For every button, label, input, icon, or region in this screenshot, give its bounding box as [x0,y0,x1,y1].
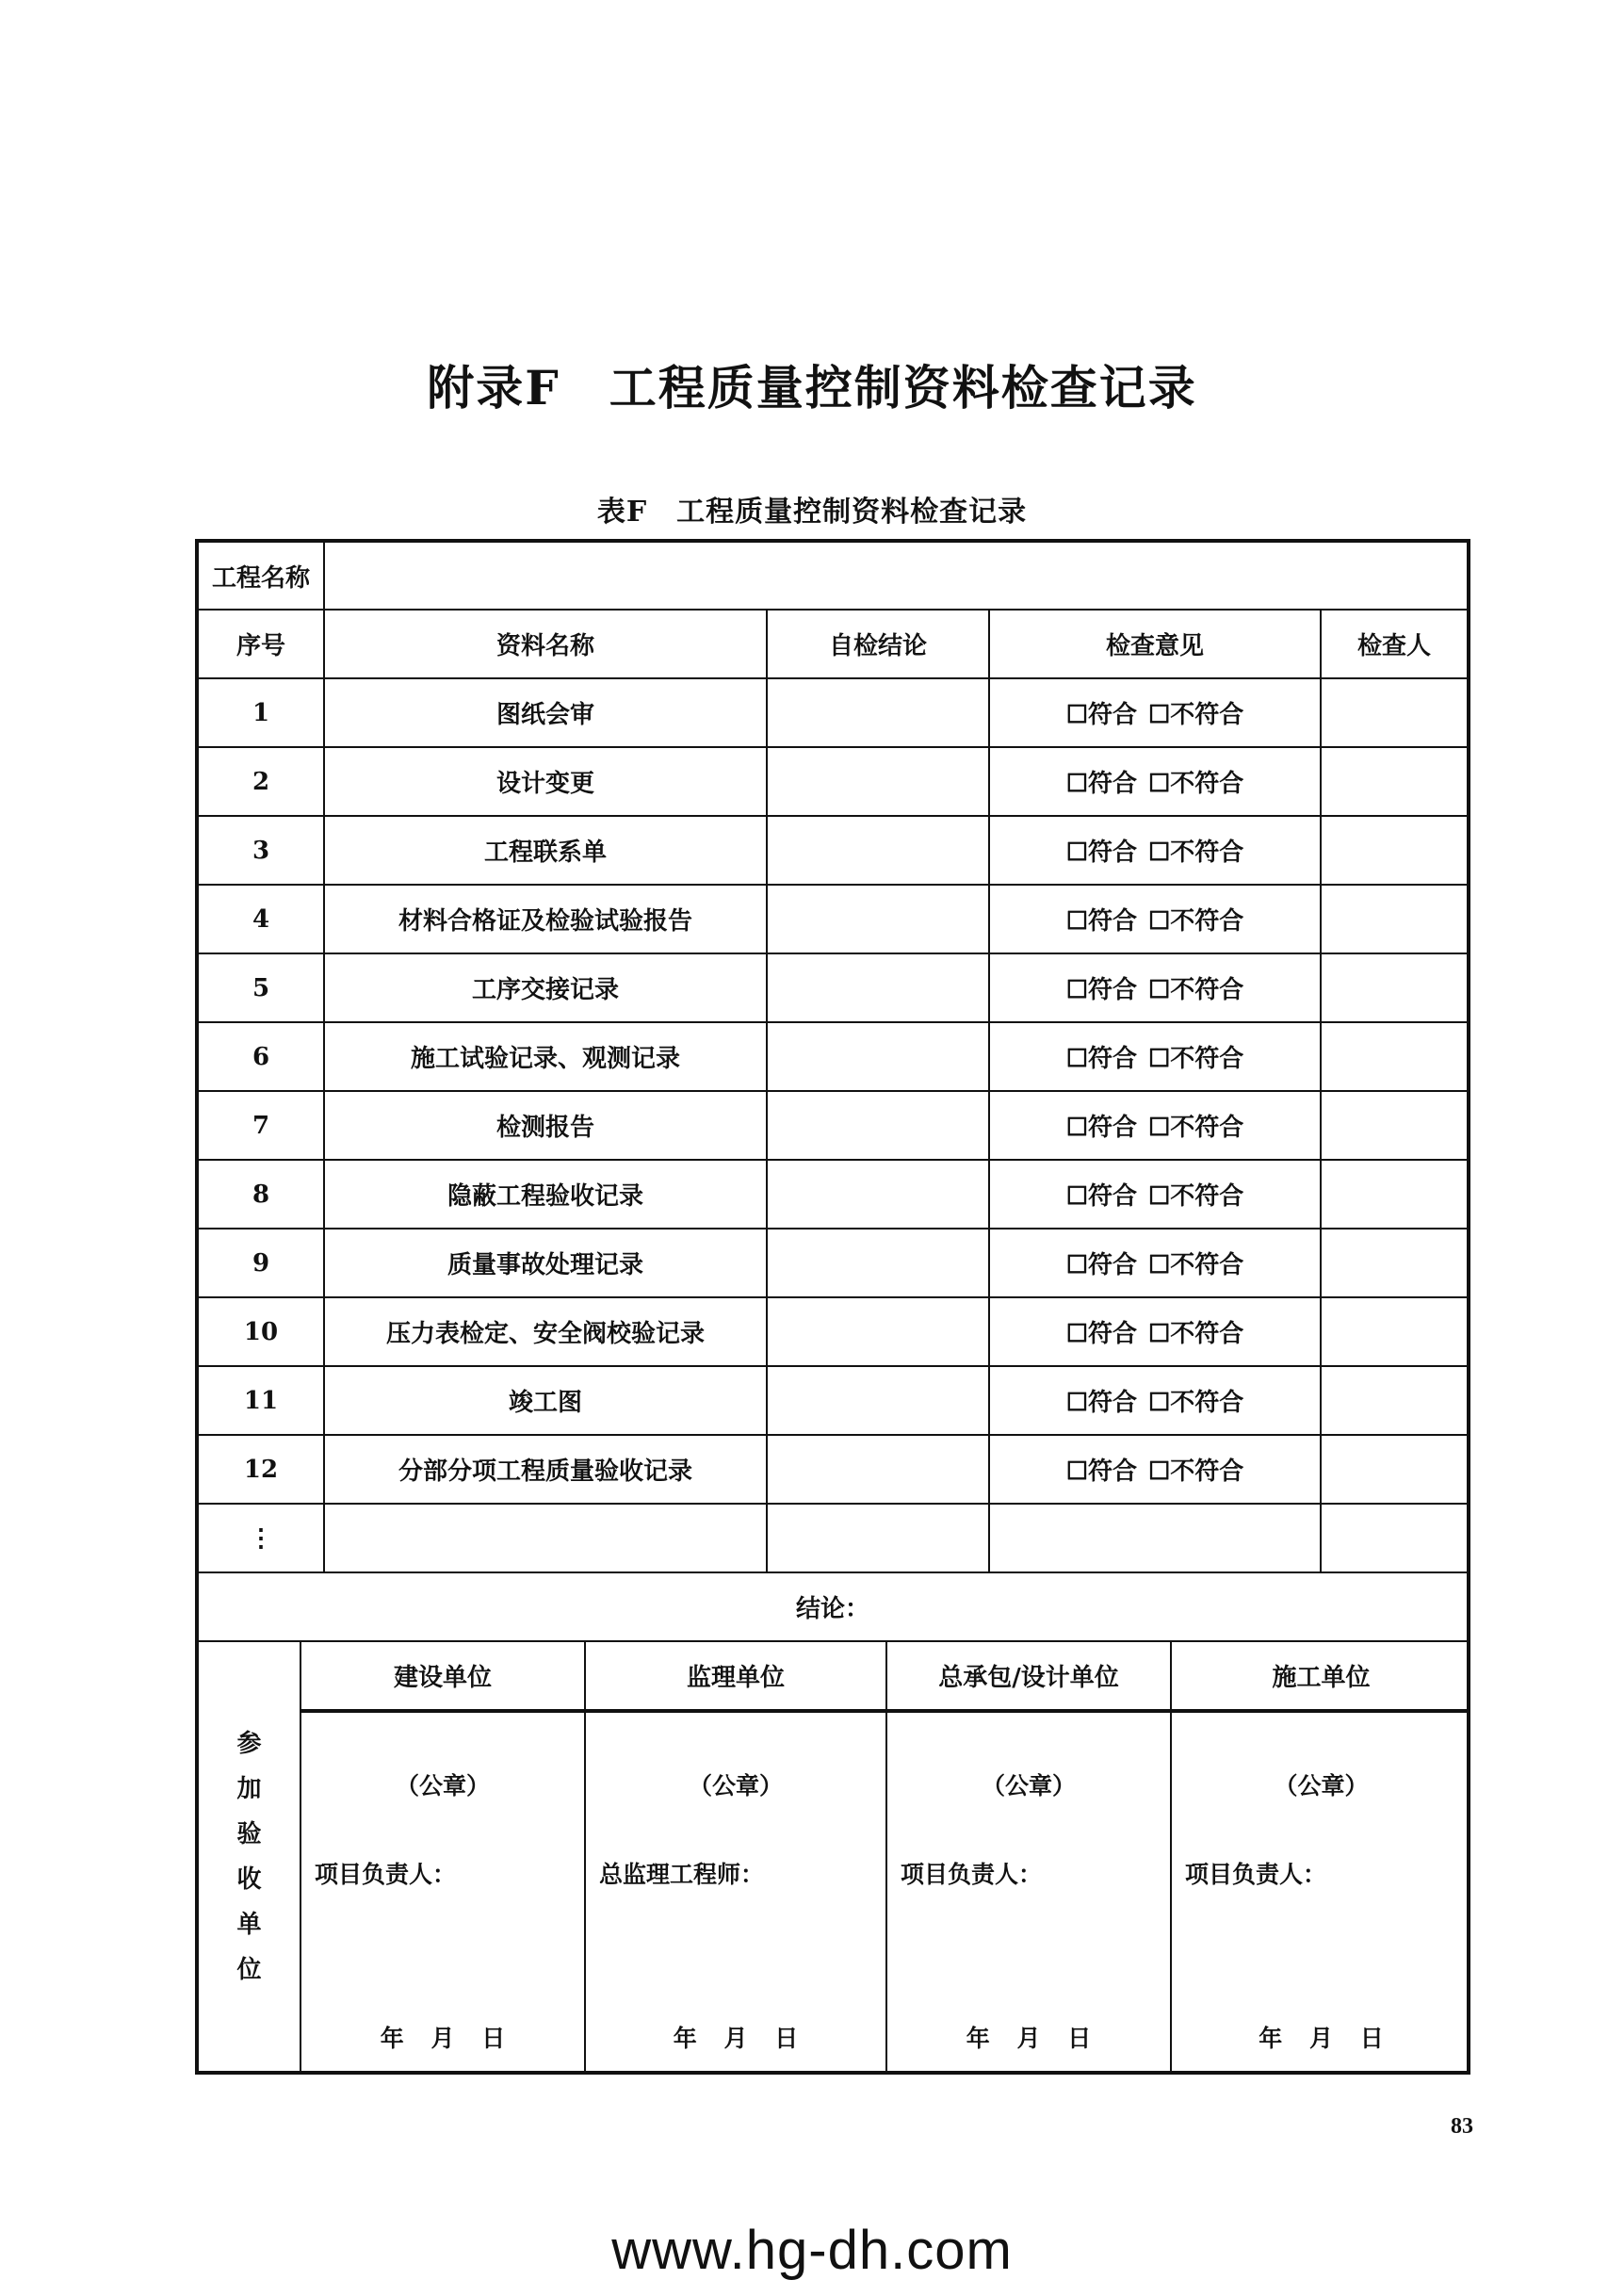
footer-url: www.hg-dh.com [611,2220,1013,2281]
row-self-check[interactable] [767,816,989,885]
date-label: 年 月 日 [380,2025,506,2052]
row-seq: 6 [197,1022,324,1091]
table-row [197,1160,1469,1229]
row-opinion [989,1091,1321,1160]
conform-checkbox[interactable]: ☐符合 [1065,1114,1137,1142]
unit-name: 监理单位 [585,1642,886,1711]
signature-cell[interactable] [585,1711,886,2071]
nonconform-checkbox[interactable]: ☐不符合 [1148,701,1244,729]
signature-area [887,1713,1170,2071]
row-seq: 7 [197,1091,324,1160]
row-seq: 2 [197,747,324,816]
row-opinion [989,953,1321,1022]
row-self-check[interactable] [767,1435,989,1504]
conform-checkbox[interactable]: ☐符合 [1065,839,1137,867]
row-self-check[interactable] [767,1091,989,1160]
header-seq: 序号 [197,610,324,678]
unit-name: 施工单位 [1171,1642,1469,1711]
table-row-ellipsis [197,1504,1469,1572]
row-opinion [989,1366,1321,1435]
signatory-label: 项目负责人： [1185,1861,1327,1888]
nonconform-checkbox[interactable]: ☐不符合 [1148,907,1244,936]
page-title: 附录F 工程质量控制资料检查记录 [427,360,1197,415]
nonconform-checkbox[interactable]: ☐不符合 [1148,976,1244,1004]
row-opinion [989,816,1321,885]
seal-label: （公章） [688,1772,783,1799]
row-self-check[interactable] [767,1229,989,1297]
row-document-name: 材料合格证及检验试验报告 [324,885,767,953]
row-opinion [989,885,1321,953]
participants-row [197,1641,1469,2073]
ellipsis-name[interactable] [324,1504,767,1572]
row-opinion [989,1297,1321,1366]
seal-label: （公章） [981,1772,1076,1799]
nonconform-checkbox[interactable]: ☐不符合 [1148,1045,1244,1073]
table-row [197,1091,1469,1160]
table-row [197,953,1469,1022]
row-self-check[interactable] [767,1297,989,1366]
signature-cell[interactable] [886,1711,1171,2071]
row-self-check[interactable] [767,953,989,1022]
row-inspector[interactable] [1321,885,1469,953]
participants-header-row [199,1642,1469,1711]
row-document-name: 质量事故处理记录 [324,1229,767,1297]
participants-label [199,1642,300,2071]
seal-label: （公章） [1274,1772,1369,1799]
row-document-name: 压力表检定、安全阀校验记录 [324,1297,767,1366]
date-label: 年 月 日 [966,2025,1092,2052]
row-inspector[interactable] [1321,678,1469,747]
row-self-check[interactable] [767,1160,989,1229]
row-inspector[interactable] [1321,1229,1469,1297]
table-row [197,1297,1469,1366]
ellipsis-seq: ⋮ [197,1504,324,1572]
row-seq: 10 [197,1297,324,1366]
row-seq: 1 [197,678,324,747]
row-inspector[interactable] [1321,1366,1469,1435]
project-name-row [197,541,1469,610]
row-inspector[interactable] [1321,816,1469,885]
header-opinion: 检查意见 [989,610,1321,678]
ellipsis-opinion[interactable] [989,1504,1321,1572]
row-self-check[interactable] [767,885,989,953]
conclusion-field[interactable]: 结论： [197,1572,1469,1641]
unit-name: 总承包/设计单位 [886,1642,1171,1711]
row-document-name: 隐蔽工程验收记录 [324,1160,767,1229]
row-inspector[interactable] [1321,747,1469,816]
table-row [197,1366,1469,1435]
row-document-name: 竣工图 [324,1366,767,1435]
conform-checkbox[interactable]: ☐符合 [1065,1320,1137,1348]
participants-table [199,1642,1469,2071]
table-row [197,1435,1469,1504]
signatory-label: 总监理工程师： [599,1861,765,1888]
row-document-name: 工序交接记录 [324,953,767,1022]
row-inspector[interactable] [1321,1297,1469,1366]
signature-cell[interactable] [300,1711,585,2071]
ellipsis-self-check[interactable] [767,1504,989,1572]
row-self-check[interactable] [767,1022,989,1091]
row-inspector[interactable] [1321,1160,1469,1229]
signature-cell[interactable] [1171,1711,1469,2071]
nonconform-checkbox[interactable]: ☐不符合 [1148,1251,1244,1279]
row-opinion [989,747,1321,816]
quality-control-table [195,539,1470,2075]
nonconform-checkbox[interactable]: ☐不符合 [1148,1389,1244,1417]
signature-area [586,1713,885,2071]
row-inspector[interactable] [1321,953,1469,1022]
row-opinion [989,1160,1321,1229]
nonconform-checkbox[interactable]: ☐不符合 [1148,1457,1244,1486]
row-seq: 11 [197,1366,324,1435]
row-seq: 9 [197,1229,324,1297]
table-row [197,816,1469,885]
conform-checkbox[interactable]: ☐符合 [1065,976,1137,1004]
conform-checkbox[interactable]: ☐符合 [1065,770,1137,798]
seal-label: （公章） [395,1772,490,1799]
conform-checkbox[interactable]: ☐符合 [1065,1182,1137,1211]
conform-checkbox[interactable]: ☐符合 [1065,701,1137,729]
nonconform-checkbox[interactable]: ☐不符合 [1148,1320,1244,1348]
header-inspector: 检查人 [1321,610,1469,678]
nonconform-checkbox[interactable]: ☐不符合 [1148,839,1244,867]
row-opinion [989,1022,1321,1091]
table-title: 表F 工程质量控制资料检查记录 [596,496,1028,529]
nonconform-checkbox[interactable]: ☐不符合 [1148,1114,1244,1142]
row-inspector[interactable] [1321,1091,1469,1160]
row-seq: 8 [197,1160,324,1229]
nonconform-checkbox[interactable]: ☐不符合 [1148,1182,1244,1211]
row-opinion [989,1435,1321,1504]
signatory-label: 项目负责人： [315,1861,457,1888]
row-self-check[interactable] [767,747,989,816]
participants-block [197,1641,1469,2073]
signature-area [301,1713,584,2071]
page-number: 83 [1451,2114,1473,2139]
table-row [197,747,1469,816]
signature-area [1172,1713,1469,2071]
row-seq: 4 [197,885,324,953]
row-document-name: 检测报告 [324,1091,767,1160]
row-self-check[interactable] [767,1366,989,1435]
signatory-label: 项目负责人： [901,1861,1043,1888]
row-document-name: 工程联系单 [324,816,767,885]
nonconform-checkbox[interactable]: ☐不符合 [1148,770,1244,798]
conclusion-row [197,1572,1469,1641]
table-row [197,1229,1469,1297]
conform-checkbox[interactable]: ☐符合 [1065,907,1137,936]
header-self-check: 自检结论 [767,610,989,678]
unit-name: 建设单位 [300,1642,585,1711]
row-opinion [989,1229,1321,1297]
row-document-name: 分部分项工程质量验收记录 [324,1435,767,1504]
table-row [197,885,1469,953]
row-seq: 5 [197,953,324,1022]
date-label: 年 月 日 [673,2025,799,2052]
row-inspector[interactable] [1321,1435,1469,1504]
conform-checkbox[interactable]: ☐符合 [1065,1045,1137,1073]
header-row [197,610,1469,678]
row-document-name: 设计变更 [324,747,767,816]
table-row [197,1022,1469,1091]
row-opinion [989,678,1321,747]
ellipsis-inspector[interactable] [1321,1504,1469,1572]
row-seq: 12 [197,1435,324,1504]
row-document-name: 图纸会审 [324,678,767,747]
signature-row [199,1711,1469,2071]
row-self-check[interactable] [767,678,989,747]
conform-checkbox[interactable]: ☐符合 [1065,1457,1137,1486]
project-name-value[interactable] [324,541,1469,610]
participants-label-text: 参加验收单位 [236,1729,262,1984]
table-row [197,678,1469,747]
header-name: 资料名称 [324,610,767,678]
row-document-name: 施工试验记录、观测记录 [324,1022,767,1091]
row-inspector[interactable] [1321,1022,1469,1091]
date-label: 年 月 日 [1259,2025,1384,2052]
conform-checkbox[interactable]: ☐符合 [1065,1251,1137,1279]
conform-checkbox[interactable]: ☐符合 [1065,1389,1137,1417]
row-seq: 3 [197,816,324,885]
project-name-label: 工程名称 [197,541,324,610]
